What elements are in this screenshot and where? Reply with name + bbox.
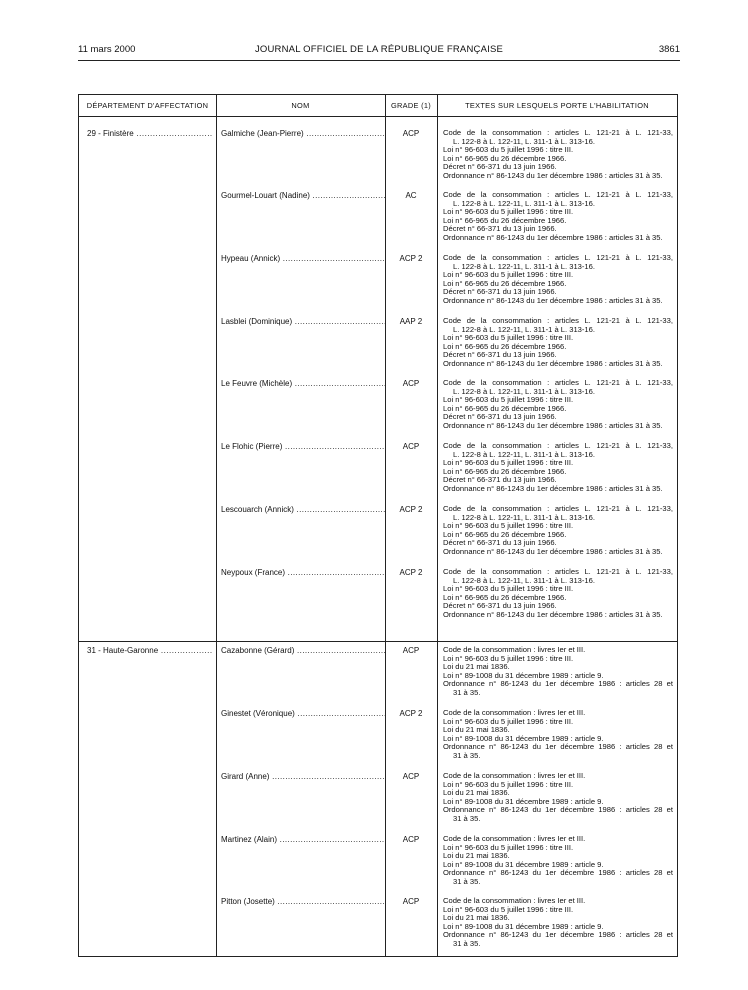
text-line: Ordonnance n° 86-1243 du 1er décembre 1986 : articles 31 à 35. — [443, 546, 663, 556]
col-header-departement: DÉPARTEMENT D'AFFECTATION — [86, 101, 209, 110]
text-line: Code de la consommation : articles L. 121-21 à L. 121-33, — [443, 441, 673, 450]
text-line: Loi n° 96-603 du 5 juillet 1996 : titre III. — [443, 716, 574, 726]
text-line: Décret n° 66-371 du 13 juin 1966. — [443, 412, 557, 421]
text-line: Loi n° 89-1008 du 31 décembre 1989 : article 9. — [443, 733, 604, 743]
text-line: Code de la consommation : articles L. 121-21 à L. 121-33, — [443, 253, 673, 262]
agent-name: Pitton (Josette) ..... — [221, 897, 385, 906]
agent-name: Ginestet (Véronique) ..... — [221, 709, 385, 718]
text-line: 31 à 35. — [453, 876, 481, 886]
text-line: 31 à 35. — [453, 813, 481, 823]
agent-name: Gourmel-Louart (Nadine) ..... — [221, 191, 385, 200]
text-line: Loi du 21 mai 1836. — [443, 851, 510, 860]
department-finistere: 29 - Finistère ..... — [87, 129, 213, 138]
text-line: Ordonnance n° 86-1243 du 1er décembre 1986 : articles 31 à 35. — [443, 609, 663, 619]
text-line: Décret n° 66-371 du 13 juin 1966. — [443, 162, 557, 171]
table-row — [219, 646, 739, 704]
text-line: L. 122-8 à L. 122-11, L. 311-1 à L. 313-16. — [453, 575, 595, 585]
habilitation-texts — [443, 646, 673, 697]
agent-name: Hypeau (Annick) ..... — [221, 254, 385, 263]
text-line: Code de la consommation : livres Ier et III. — [443, 896, 586, 905]
text-line: Loi n° 96-603 du 5 juillet 1996 : titre III. — [443, 653, 574, 663]
text-line: Ordonnance n° 86-1243 du 1er décembre 1986 : articles 28 et — [443, 868, 673, 877]
agent-grade: ACP — [402, 129, 420, 138]
text-line: Loi n° 89-1008 du 31 décembre 1989 : article 9. — [443, 921, 604, 931]
page-number: 3861 — [658, 44, 680, 55]
text-line: 31 à 35. — [453, 938, 481, 948]
text-line: Loi n° 96-603 du 5 juillet 1996 : titre III. — [443, 207, 574, 216]
text-line: Ordonnance n° 86-1243 du 1er décembre 1986 : articles 28 et — [443, 805, 673, 814]
agent-grade: ACP — [402, 835, 420, 844]
text-line: Loi n° 66-965 du 26 décembre 1966. — [443, 215, 567, 225]
agent-grade: ACP — [402, 772, 420, 781]
text-line: Loi n° 96-603 du 5 juillet 1996 : titre III. — [443, 395, 574, 404]
text-line: Loi n° 66-965 du 26 décembre 1966. — [443, 153, 567, 163]
text-line: Loi n° 96-603 du 5 juillet 1996 : titre III. — [443, 458, 574, 467]
text-line: Code de la consommation : articles L. 121-21 à L. 121-33, — [443, 128, 673, 137]
group-separator — [79, 641, 677, 642]
text-line: Décret n° 66-371 du 13 juin 1966. — [443, 601, 557, 610]
text-line: Code de la consommation : livres Ier et III. — [443, 645, 586, 654]
text-line: Code de la consommation : articles L. 121-21 à L. 121-33, — [443, 190, 673, 199]
text-line: L. 122-8 à L. 122-11, L. 311-1 à L. 313-16. — [453, 512, 595, 522]
text-line: 31 à 35. — [453, 750, 481, 760]
habilitation-texts — [443, 317, 673, 368]
text-line: Code de la consommation : livres Ier et III. — [443, 834, 586, 843]
table-row — [219, 254, 739, 312]
table-row — [219, 835, 739, 893]
text-line: L. 122-8 à L. 122-11, L. 311-1 à L. 313-16. — [453, 386, 595, 396]
habilitation-texts — [443, 835, 673, 886]
text-line: Décret n° 66-371 du 13 juin 1966. — [443, 475, 557, 484]
text-line: Loi n° 66-965 du 26 décembre 1966. — [443, 529, 567, 539]
text-line: Code de la consommation : livres Ier et III. — [443, 771, 586, 780]
department-haute-garonne: 31 - Haute-Garonne ..... — [87, 646, 213, 655]
header-rule — [78, 60, 680, 61]
agent-grade: ACP 2 — [399, 254, 423, 263]
text-line: L. 122-8 à L. 122-11, L. 311-1 à L. 313-16. — [453, 324, 595, 334]
habilitation-texts — [443, 505, 673, 556]
habilitation-texts — [443, 568, 673, 619]
agent-name: Lasblei (Dominique) ..... — [221, 317, 385, 326]
text-line: Code de la consommation : livres Ier et III. — [443, 708, 586, 717]
table-row — [219, 317, 739, 375]
agent-name: Cazabonne (Gérard) ..... — [221, 646, 385, 655]
agent-grade: AAP 2 — [399, 317, 423, 326]
text-line: Loi n° 66-965 du 26 décembre 1966. — [443, 278, 567, 288]
table-row — [219, 772, 739, 830]
table-row — [219, 568, 739, 626]
text-line: Ordonnance n° 86-1243 du 1er décembre 1986 : articles 28 et — [443, 930, 673, 939]
text-line: Loi n° 89-1008 du 31 décembre 1989 : article 9. — [443, 796, 604, 806]
text-line: Ordonnance n° 86-1243 du 1er décembre 1986 : articles 28 et — [443, 679, 673, 688]
habilitation-texts — [443, 129, 673, 180]
habilitation-texts — [443, 772, 673, 823]
text-line: Ordonnance n° 86-1243 du 1er décembre 1986 : articles 31 à 35. — [443, 232, 663, 242]
text-line: Loi n° 96-603 du 5 juillet 1996 : titre III. — [443, 145, 574, 154]
header-date: 11 mars 2000 — [78, 44, 136, 55]
table-row — [219, 442, 739, 500]
habilitation-texts — [443, 191, 673, 242]
col-header-nom: NOM — [291, 101, 310, 110]
text-line: L. 122-8 à L. 122-11, L. 311-1 à L. 313-16. — [453, 449, 595, 459]
agent-name: Neypoux (France) ..... — [221, 568, 385, 577]
habilitation-texts — [443, 709, 673, 760]
col-header-textes: TEXTES SUR LESQUELS PORTE L'HABILITATION — [465, 101, 649, 110]
page-header — [78, 44, 680, 58]
text-line: Loi n° 66-965 du 26 décembre 1966. — [443, 592, 567, 602]
text-line: Code de la consommation : articles L. 121-21 à L. 121-33, — [443, 567, 673, 576]
agent-grade: ACP 2 — [399, 568, 423, 577]
table-header-row — [79, 95, 677, 117]
text-line: Ordonnance n° 86-1243 du 1er décembre 1986 : articles 31 à 35. — [443, 358, 663, 368]
agent-grade: ACP — [402, 442, 420, 451]
agent-name: Martinez (Alain) ..... — [221, 835, 385, 844]
habilitation-texts — [443, 442, 673, 493]
text-line: Décret n° 66-371 du 13 juin 1966. — [443, 224, 557, 233]
text-line: Loi n° 96-603 du 5 juillet 1996 : titre III. — [443, 584, 574, 593]
text-line: Ordonnance n° 86-1243 du 1er décembre 1986 : articles 31 à 35. — [443, 295, 663, 305]
text-line: Ordonnance n° 86-1243 du 1er décembre 1986 : articles 28 et — [443, 742, 673, 751]
agent-grade: ACP — [402, 897, 420, 906]
text-line: Décret n° 66-371 du 13 juin 1966. — [443, 287, 557, 296]
text-line: Ordonnance n° 86-1243 du 1er décembre 1986 : articles 31 à 35. — [443, 483, 663, 493]
journal-title: JOURNAL OFFICIEL DE LA RÉPUBLIQUE FRANÇAISE — [254, 44, 504, 55]
habilitation-texts — [443, 254, 673, 305]
text-line: Loi n° 96-603 du 5 juillet 1996 : titre III. — [443, 779, 574, 789]
text-line: Loi n° 96-603 du 5 juillet 1996 : titre III. — [443, 333, 574, 342]
text-line: Loi du 21 mai 1836. — [443, 725, 510, 734]
text-line: Loi du 21 mai 1836. — [443, 662, 510, 671]
text-line: Ordonnance n° 86-1243 du 1er décembre 1986 : articles 31 à 35. — [443, 170, 663, 180]
agent-grade: AC — [405, 191, 417, 200]
text-line: Loi n° 96-603 du 5 juillet 1996 : titre III. — [443, 842, 574, 852]
table-row — [219, 897, 739, 955]
agent-name: Le Flohic (Pierre) ..... — [221, 442, 385, 451]
text-line: Code de la consommation : articles L. 121-21 à L. 121-33, — [443, 504, 673, 513]
text-line: Code de la consommation : articles L. 121-21 à L. 121-33, — [443, 316, 673, 325]
text-line: 31 à 35. — [453, 687, 481, 697]
text-line: Loi n° 89-1008 du 31 décembre 1989 : article 9. — [443, 670, 604, 680]
table-row — [219, 709, 739, 767]
table-row — [219, 191, 739, 249]
table-row — [219, 129, 739, 187]
text-line: L. 122-8 à L. 122-11, L. 311-1 à L. 313-16. — [453, 198, 595, 208]
text-line: Loi du 21 mai 1836. — [443, 788, 510, 797]
text-line: Loi n° 66-965 du 26 décembre 1966. — [443, 466, 567, 476]
text-line: L. 122-8 à L. 122-11, L. 311-1 à L. 313-16. — [453, 261, 595, 271]
agent-name: Girard (Anne) ..... — [221, 772, 385, 781]
agent-grade: ACP — [402, 379, 420, 388]
agent-name: Galmiche (Jean-Pierre) ..... — [221, 129, 385, 138]
text-line: Loi n° 89-1008 du 31 décembre 1989 : article 9. — [443, 859, 604, 869]
column-divider — [216, 95, 217, 956]
text-line: Loi n° 96-603 du 5 juillet 1996 : titre III. — [443, 904, 574, 914]
agent-name: Le Feuvre (Michèle) ..... — [221, 379, 385, 388]
text-line: Loi du 21 mai 1836. — [443, 913, 510, 922]
agent-grade: ACP — [402, 646, 420, 655]
table-row — [219, 505, 739, 563]
text-line: Décret n° 66-371 du 13 juin 1966. — [443, 350, 557, 359]
text-line: Loi n° 66-965 du 26 décembre 1966. — [443, 403, 567, 413]
habilitation-texts — [443, 897, 673, 948]
text-line: Loi n° 66-965 du 26 décembre 1966. — [443, 341, 567, 351]
text-line: Code de la consommation : articles L. 121-21 à L. 121-33, — [443, 378, 673, 387]
text-line: Loi n° 96-603 du 5 juillet 1996 : titre III. — [443, 521, 574, 530]
agent-name: Lescouarch (Annick) ..... — [221, 505, 385, 514]
table-row — [219, 379, 739, 437]
col-header-grade: GRADE (1) — [390, 101, 432, 110]
habilitation-texts — [443, 379, 673, 430]
text-line: Loi n° 96-603 du 5 juillet 1996 : titre III. — [443, 270, 574, 279]
text-line: L. 122-8 à L. 122-11, L. 311-1 à L. 313-16. — [453, 136, 595, 146]
habilitation-table — [78, 94, 678, 957]
text-line: Décret n° 66-371 du 13 juin 1966. — [443, 538, 557, 547]
agent-grade: ACP 2 — [399, 505, 423, 514]
text-line: Ordonnance n° 86-1243 du 1er décembre 1986 : articles 31 à 35. — [443, 420, 663, 430]
agent-grade: ACP 2 — [399, 709, 423, 718]
